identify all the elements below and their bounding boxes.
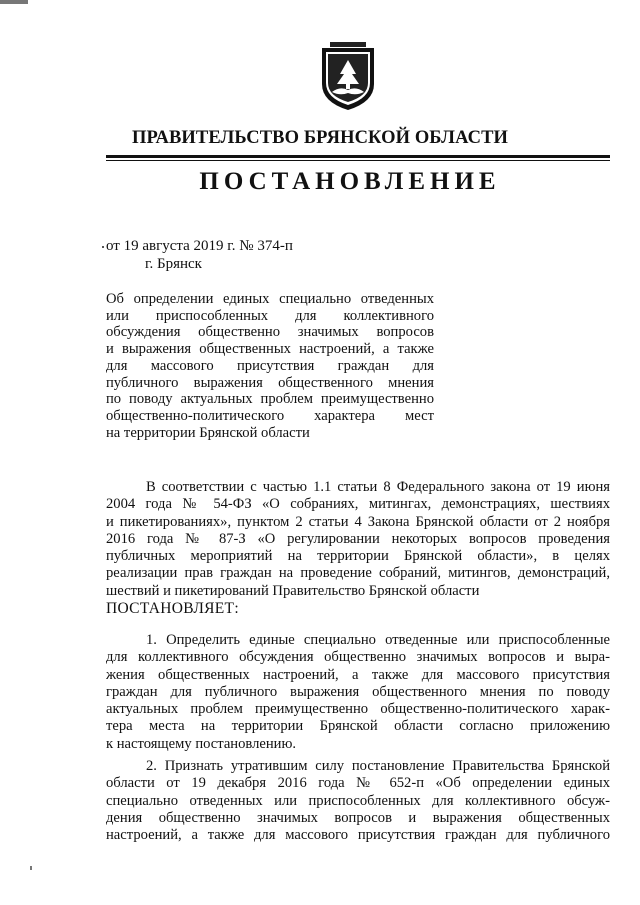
- preamble-paragraph: [106, 479, 610, 600]
- item-2-line: области от 19 декабря 2016 года № 652-п «Об определении единых: [106, 775, 610, 792]
- subject-line: общественно-политического характера мест: [106, 407, 434, 424]
- item-1-line: для коллективного обсуждения общественно значимых вопросов и выра-: [106, 649, 610, 666]
- subject-line: для массового присутствия граждан для: [106, 357, 434, 374]
- subject-line: и выражения общественных настроений, а также: [106, 341, 434, 358]
- preamble-line: публичных мероприятий на территории Брянской области», в целях: [106, 548, 610, 565]
- date-number-line: от 19 августа 2019 г. № 374-п: [106, 238, 293, 254]
- item-2-line: настроений, а также для массового присутствия граждан для публичного: [106, 827, 610, 844]
- city-line: г. Брянск: [145, 256, 202, 272]
- item-1-line: актуальных проблем преимущественно общественно-политического харак-: [106, 701, 610, 718]
- header-rule-thin: [106, 160, 610, 161]
- subject-line: Об определении единых специально отведенных: [106, 291, 434, 307]
- item-1-line: 1. Определить единые специально отведенные или приспособленные: [146, 632, 610, 648]
- preamble-line: 2016 года № 87-З «О регулировании некоторых вопросов проведения: [106, 530, 610, 547]
- organization-name: ПРАВИТЕЛЬСТВО БРЯНСКОЙ ОБЛАСТИ: [131, 128, 508, 148]
- subject-line: по поводу актуальных проблем преимущественно: [106, 391, 434, 408]
- item-1-line: граждан для публичного выражения общественного мнения по поводу: [106, 683, 610, 700]
- subject-line: на территории Брянской области: [106, 424, 310, 441]
- item-1-line: тера места на территории Брянской области согласно приложению: [106, 718, 610, 735]
- scan-mark: [0, 0, 28, 4]
- preamble-line: В соответствии с частью 1.1 статьи 8 Федерального закона от 19 июня: [146, 479, 610, 495]
- resolves-heading: ПОСТАНОВЛЯЕТ:: [106, 600, 239, 617]
- document-subject: [106, 291, 434, 441]
- subject-line: публичного выражения общественного мнения: [106, 374, 434, 391]
- item-2-line: 2. Признать утратившим силу постановление Правительства Брянской: [146, 758, 610, 774]
- scan-mark: [30, 866, 32, 870]
- document-type-title: ПОСТАНОВЛЕНИЕ: [199, 168, 501, 195]
- subject-line: обсуждения общественно значимых вопросов: [106, 324, 434, 341]
- item-2-line: специально отведенных или приспособленных для коллективного обсуж-: [106, 792, 610, 809]
- item-2-line: дения общественно значимых вопросов и выражения общественных: [106, 809, 610, 826]
- preamble-line: реализации прав граждан на проведение собраний, митингов, демонстраций,: [106, 565, 610, 582]
- item-1-paragraph: [106, 632, 610, 753]
- header-rule-thick: [106, 155, 610, 158]
- subject-line: или приспособленных для коллективного: [106, 307, 434, 324]
- scan-dot: [102, 246, 104, 248]
- item-2-paragraph: [106, 758, 610, 844]
- preamble-line: 2004 года № 54-ФЗ «О собраниях, митингах, демонстрациях, шествиях: [106, 496, 610, 513]
- preamble-line: шествий и пикетирований Правительство Брянской области: [106, 582, 480, 599]
- item-1-line: жения общественных настроений, а также для массового присутствия: [106, 666, 610, 683]
- coat-of-arms-emblem: [318, 40, 378, 112]
- item-1-line: к настоящему постановлению.: [106, 735, 297, 752]
- preamble-line: и пикетированиях», пунктом 2 статьи 4 Закона Брянской области от 2 ноября: [106, 513, 610, 530]
